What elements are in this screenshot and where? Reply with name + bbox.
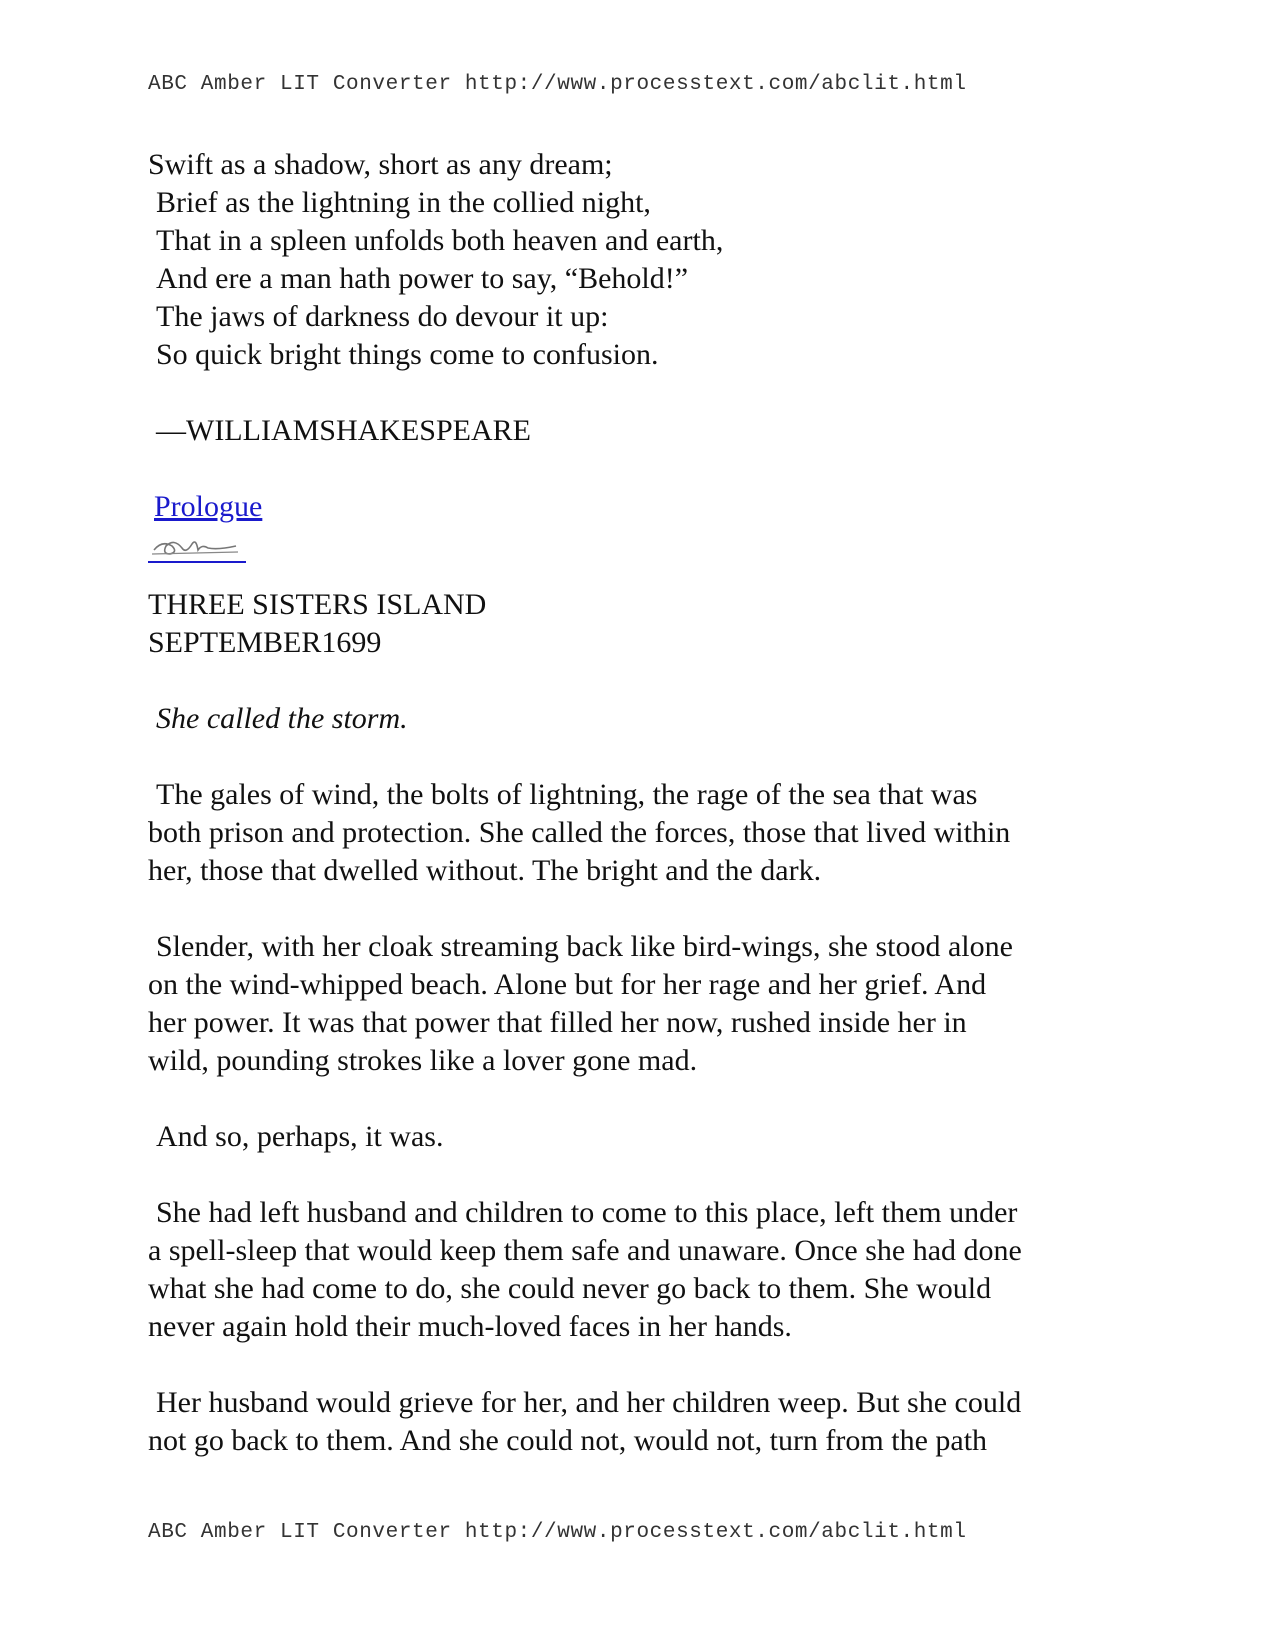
page-footer: ABC Amber LIT Converter http://www.processtext.com/abclit.html xyxy=(148,1521,967,1544)
date-heading: SEPTEMBER1699 xyxy=(148,626,382,659)
poem-line: Swift as a shadow, short as any dream; xyxy=(148,148,613,181)
poem-line: And ere a man hath power to say, “Behold!” xyxy=(156,262,689,295)
paragraph-line: And so, perhaps, it was. xyxy=(156,1120,444,1153)
paragraph-line: her, those that dwelled without. The bright and the dark. xyxy=(148,854,822,887)
paragraph-line: wild, pounding strokes like a lover gone mad. xyxy=(148,1044,698,1077)
paragraph-line: Slender, with her cloak streaming back like bird-wings, she stood alone xyxy=(156,930,1013,963)
paragraph-line: The gales of wind, the bolts of lightning, the rage of the sea that was xyxy=(156,778,978,811)
page-header: ABC Amber LIT Converter http://www.processtext.com/abclit.html xyxy=(148,73,967,96)
paragraph-line: not go back to them. And she could not, would not, turn from the path xyxy=(148,1424,988,1457)
attribution: —WILLIAMSHAKESPEARE xyxy=(156,414,531,447)
paragraph-line: what she had come to do, she could never go back to them. She would xyxy=(148,1272,992,1305)
prologue-link[interactable]: Prologue xyxy=(154,490,263,523)
paragraph-line: She had left husband and children to come to this place, left them under xyxy=(156,1196,1018,1229)
poem-line: Brief as the lightning in the collied night, xyxy=(156,186,651,219)
signature-ornament-icon xyxy=(148,530,246,564)
document-body xyxy=(148,146,1158,1460)
paragraph-line: both prison and protection. She called the forces, those that lived within xyxy=(148,816,1011,849)
paragraph-line: Her husband would grieve for her, and her children weep. But she could xyxy=(156,1386,1022,1419)
paragraph-line: on the wind-whipped beach. Alone but for her rage and her grief. And xyxy=(148,968,987,1001)
place-heading: THREE SISTERS ISLAND xyxy=(148,588,487,621)
poem-line: That in a spleen unfolds both heaven and earth, xyxy=(156,224,724,257)
paragraph-line: never again hold their much-loved faces in her hands. xyxy=(148,1310,792,1343)
paragraph-line: a spell-sleep that would keep them safe and unaware. Once she had done xyxy=(148,1234,1022,1267)
opening-line: She called the storm. xyxy=(156,702,408,735)
poem-line: So quick bright things come to confusion. xyxy=(156,338,659,371)
poem-line: The jaws of darkness do devour it up: xyxy=(156,300,609,333)
paragraph-line: her power. It was that power that filled her now, rushed inside her in xyxy=(148,1006,967,1039)
